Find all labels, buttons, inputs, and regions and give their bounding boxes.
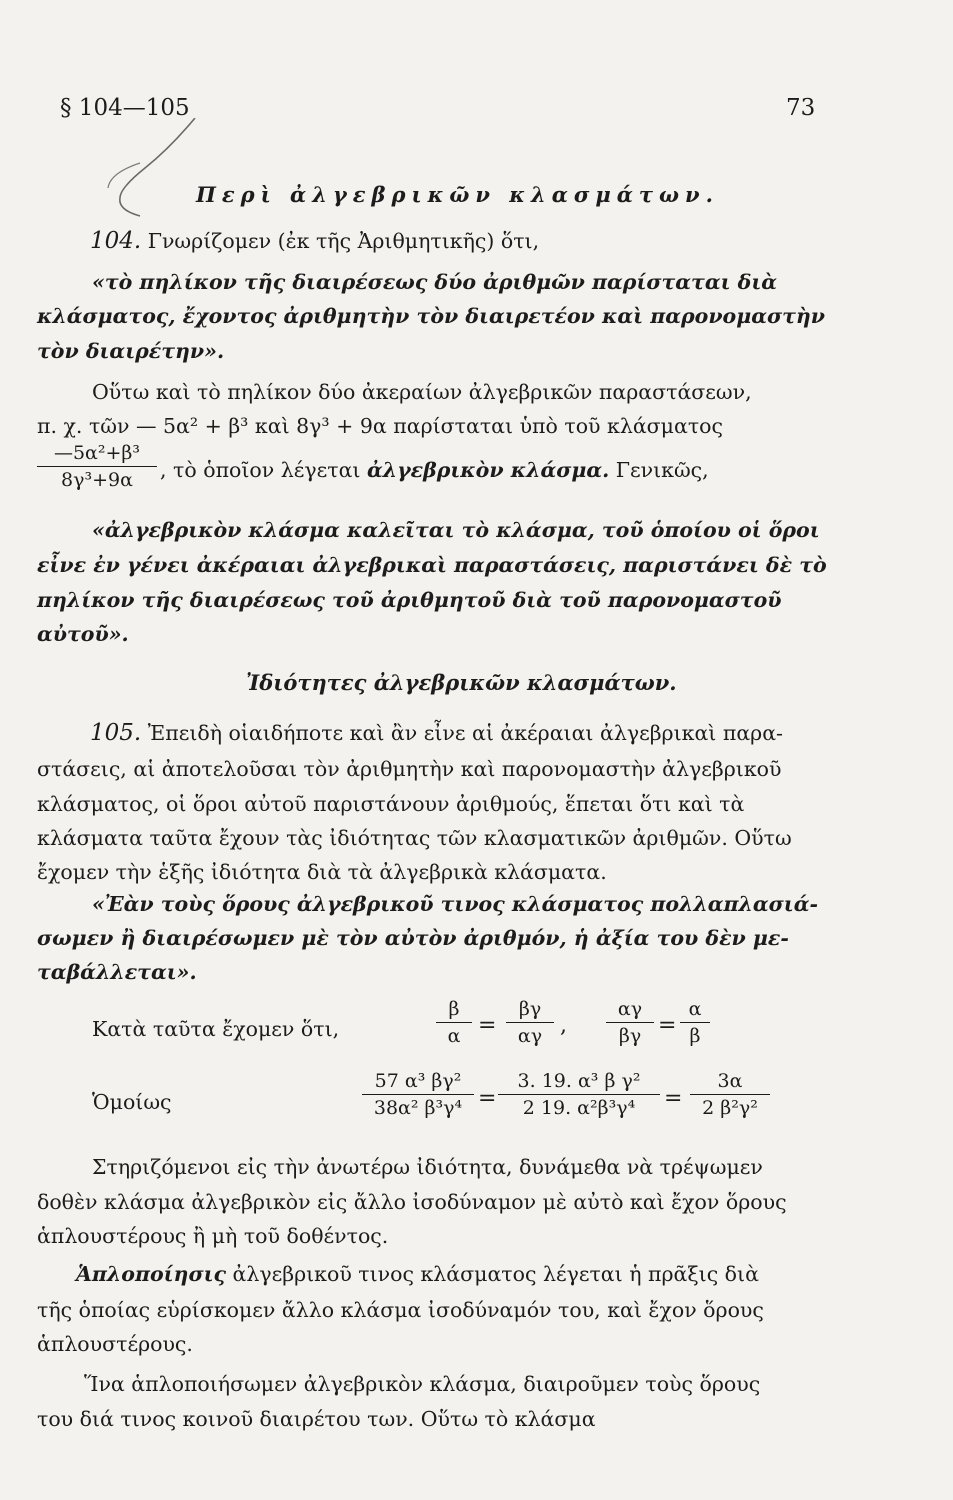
heading-algebraic-fractions: Περὶ ἀλγεβρικῶν κλασμάτων.: [196, 182, 719, 207]
fraction-bar: [606, 1022, 654, 1023]
fraction-text: , τὸ ὁποῖον λέγεται: [160, 458, 361, 482]
denominator: α: [447, 1025, 461, 1047]
para-105-line-6: Στηριζόμενοι εἰς τὴν ἀνωτέρω ἰδιότητα, δυνάμεθα νὰ τρέψωμεν: [92, 1155, 763, 1179]
para-104-line-5: π. χ. τῶν — 5α² + β³ καὶ 8γ³ + 9α παρίσταται ὑπὸ τοῦ κλάσματος: [37, 414, 723, 438]
generally-text: Γενικῶς,: [615, 458, 709, 482]
section-number-105: 105.: [90, 720, 142, 746]
example-2-label: Ὁμοίως: [92, 1090, 172, 1114]
comma: ,: [560, 1013, 567, 1038]
pencil-mark-icon: [100, 118, 210, 228]
numerator: 3. 19. α³ β γ²: [517, 1070, 641, 1092]
denominator: 38α² β³γ⁴: [373, 1097, 463, 1119]
simplification-term: Ἁπλοποίησις: [76, 1262, 226, 1286]
denominator: βγ: [618, 1025, 642, 1047]
para-105-line-8: ἁπλουστέρους ἢ μὴ τοῦ δοθέντος.: [37, 1224, 389, 1248]
para-105-text-1: Ἐπειδὴ οἱαιδήποτε καὶ ἂν εἶνε αἱ ἀκέραιαι ἀλγεβρικαὶ παρα-: [147, 721, 783, 745]
para-105-line-4: κλάσματα ταῦτα ἔχουν τὰς ἰδιότητας τῶν κλασματικῶν ἀριθμῶν. Οὕτω: [37, 826, 792, 850]
numerator: β: [448, 998, 460, 1020]
rule-line-1: «Ἐὰν τοὺς ὅρους ἀλγεβρικοῦ τινος κλάσματος πολλαπλασιά-: [92, 892, 818, 916]
fraction-bar: [37, 466, 157, 467]
para-105-line-10: του διά τινος κοινοῦ διαιρέτου των. Οὕτω τὸ κλάσμα: [37, 1407, 596, 1431]
denominator: 2 β²γ²: [702, 1097, 758, 1119]
simplification-text: ἀλγεβρικοῦ τινος κλάσματος λέγεται ἡ πρᾶξις διὰ: [232, 1262, 759, 1286]
heading-properties: Ἰδιότητες ἀλγεβρικῶν κλασμάτων.: [246, 670, 677, 695]
fraction-numerator: —5α²+β³: [53, 442, 141, 464]
denominator: αγ: [517, 1025, 543, 1047]
para-105-line-9: Ἵνα ἁπλοποιήσωμεν ἀλγεβρικὸν κλάσμα, διαιροῦμεν τοὺς ὅρους: [84, 1372, 761, 1396]
example-1-fraction-1: [436, 998, 472, 1047]
example-2-fraction-3: [690, 1070, 770, 1119]
definition-line-4: αὐτοῦ».: [37, 622, 129, 646]
numerator: αγ: [617, 998, 643, 1020]
example-1-fraction-3: [606, 998, 654, 1047]
para-105-line-7: δοθὲν κλάσμα ἀλγεβρικὸν εἰς ἄλλο ἰσοδύναμον μὲ αὐτὸ καὶ ἔχον ὅρους: [37, 1190, 787, 1214]
fraction-bar: [362, 1094, 474, 1095]
para-105-line-3: κλάσματος, οἱ ὅροι αὐτοῦ παριστάνουν ἀριθμούς, ἕπεται ὅτι καὶ τὰ: [37, 792, 745, 816]
numerator: 3α: [717, 1070, 743, 1092]
simplification-line-2: τῆς ὁποίας εὑρίσκομεν ἄλλο κλάσμα ἰσοδύναμόν του, καὶ ἔχον ὅρους: [37, 1298, 764, 1322]
equals-sign: =: [658, 1013, 677, 1038]
definition-line-1: «ἀλγεβρικὸν κλάσμα καλεῖται τὸ κλάσμα, τοῦ ὁποίου οἱ ὅροι: [92, 518, 820, 542]
para-104-line-1: [90, 228, 539, 254]
quote-line-1: «τὸ πηλίκον τῆς διαιρέσεως δύο ἀριθμῶν παρίσταται διὰ: [92, 270, 778, 294]
equals-sign: =: [664, 1086, 683, 1111]
para-105-line-1: [90, 720, 783, 746]
example-fraction: [37, 442, 157, 491]
definition-line-3: πηλίκον τῆς διαιρέσεως τοῦ ἀριθμητοῦ διὰ τοῦ παρονομαστοῦ: [37, 588, 782, 612]
numerator: βγ: [518, 998, 542, 1020]
numerator: 57 α³ βγ²: [374, 1070, 462, 1092]
example-1-fraction-4: [680, 998, 710, 1047]
example-2-fraction-2: [498, 1070, 660, 1119]
page-number: 73: [786, 95, 816, 121]
fraction-denominator: 8γ³+9α: [61, 469, 133, 491]
fraction-bar: [436, 1022, 472, 1023]
para-104-line-6: [160, 458, 709, 482]
quote-line-3: τὸν διαιρέτην».: [37, 339, 225, 363]
equals-sign: =: [478, 1013, 497, 1038]
simplification-line-1: [76, 1262, 759, 1286]
algebraic-fraction-term: ἀλγεβρικὸν κλάσμα.: [367, 458, 610, 482]
numerator: α: [688, 998, 702, 1020]
para-104-intro: Γνωρίζομεν (ἐκ τῆς Ἀριθμητικῆς) ὅτι,: [147, 229, 540, 253]
fraction-bar: [498, 1094, 660, 1095]
fraction-bar: [680, 1022, 710, 1023]
quote-line-2: κλάσματος, ἔχοντος ἀριθμητὴν τὸν διαιρετέον καὶ παρονομαστὴν: [37, 304, 826, 328]
section-header: § 104—105: [60, 95, 190, 121]
example-2-fraction-1: [362, 1070, 474, 1119]
para-105-line-5: ἔχομεν τὴν ἑξῆς ἰδιότητα διὰ τὰ ἀλγεβρικὰ κλάσματα.: [37, 860, 607, 884]
section-number-104: 104.: [90, 228, 142, 254]
denominator: β: [689, 1025, 701, 1047]
rule-line-3: ταβάλλεται».: [37, 960, 197, 984]
simplification-line-3: ἁπλουστέρους.: [37, 1332, 193, 1356]
denominator: 2 19. α²β³γ⁴: [522, 1097, 636, 1119]
fraction-bar: [690, 1094, 770, 1095]
equals-sign: =: [478, 1086, 497, 1111]
para-104-line-4: Οὕτω καὶ τὸ πηλίκον δύο ἀκεραίων ἀλγεβρικῶν παραστάσεων,: [92, 380, 752, 404]
definition-line-2: εἶνε ἐν γένει ἀκέραιαι ἀλγεβρικαὶ παραστάσεις, παριστάνει δὲ τὸ: [37, 553, 827, 577]
example-1-fraction-2: [506, 998, 554, 1047]
fraction-bar: [506, 1022, 554, 1023]
example-1-label: Κατὰ ταῦτα ἔχομεν ὅτι,: [92, 1017, 340, 1041]
rule-line-2: σωμεν ἢ διαιρέσωμεν μὲ τὸν αὐτὸν ἀριθμόν, ἡ ἀξία του δὲν με-: [37, 926, 789, 950]
para-105-line-2: στάσεις, αἱ ἀποτελοῦσαι τὸν ἀριθμητὴν καὶ παρονομαστὴν ἀλγεβρικοῦ: [37, 757, 782, 781]
